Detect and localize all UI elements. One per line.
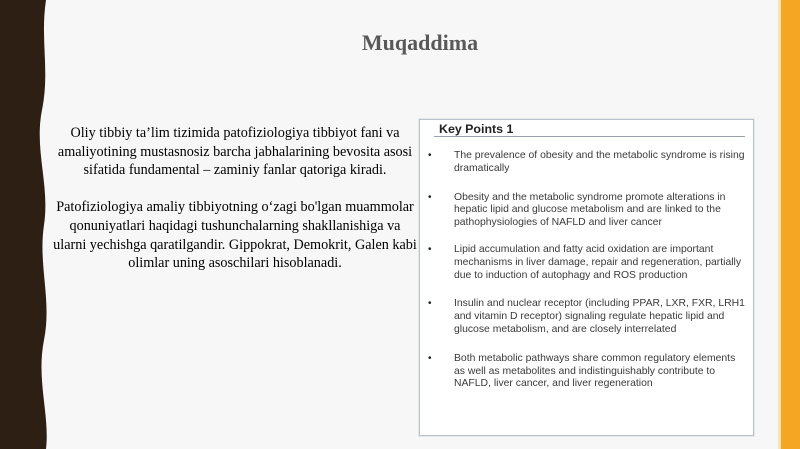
bullet-icon: • bbox=[428, 243, 432, 255]
key-point-text: Insulin and nuclear receptor (including PPAR, LXR, FXR, LRH1 and vitamin D receptor) signaling regulate hepatic lipid and glucose metabolism, and are closely interrelated bbox=[454, 298, 745, 335]
key-point-item bbox=[428, 150, 746, 176]
intro-text bbox=[52, 124, 418, 291]
bullet-icon: • bbox=[428, 150, 432, 161]
key-points-figure bbox=[419, 119, 754, 436]
key-point-text: Both metabolic pathways share common regulatory elements as well as metabolites and indistinguishably contribute to NAFLD, liver cancer, and liver regeneration bbox=[454, 352, 736, 390]
key-points-divider bbox=[434, 136, 745, 137]
bullet-icon: • bbox=[428, 298, 432, 310]
left-decorative-band bbox=[0, 0, 58, 449]
slide-title: Muqaddima bbox=[361, 30, 479, 55]
intro-paragraph-2: Patofiziologiya amaliy tibbiyotning o‘zagi bo'lgan muammolar qonuniyatlari haqidagi tushunchalarning shakllanishiga va ularni yechishga qaratilgandir. Gippokrat, Demokrit, Galen kabi olimlar uning asoschilari hisoblanadi. bbox=[53, 199, 417, 272]
key-point-text: Lipid accumulation and fatty acid oxidation are important mechanisms in liver damage, repair and regeneration, partially due to induction of autophagy and ROS production bbox=[454, 243, 742, 281]
key-points-heading: Key Points 1 bbox=[439, 122, 514, 136]
key-point-item bbox=[428, 353, 746, 391]
right-accent-band bbox=[781, 0, 800, 449]
bullet-icon: • bbox=[428, 352, 432, 364]
key-point-text: The prevalence of obesity and the metabolic syndrome is rising dramatically bbox=[454, 150, 745, 174]
key-point-item bbox=[428, 244, 746, 282]
key-point-item bbox=[428, 298, 746, 336]
intro-paragraph-1: Oliy tibbiy ta’lim tizimida patofiziologiya tibbiyot fani va amaliyotining mustasnosiz barcha jabhalarining bevosita asosi sifatida fundamental – zaminiy fanlar qatoriga kiradi. bbox=[57, 125, 413, 179]
key-points-list bbox=[428, 150, 746, 391]
key-point-item bbox=[428, 192, 746, 230]
left-band-shape bbox=[0, 0, 47, 449]
key-point-text: Obesity and the metabolic syndrome promote alterations in hepatic lipid and glucose metabolism and are linked to the pathophysiologies of NAFLD and liver cancer bbox=[454, 191, 726, 229]
bullet-icon: • bbox=[428, 191, 432, 203]
